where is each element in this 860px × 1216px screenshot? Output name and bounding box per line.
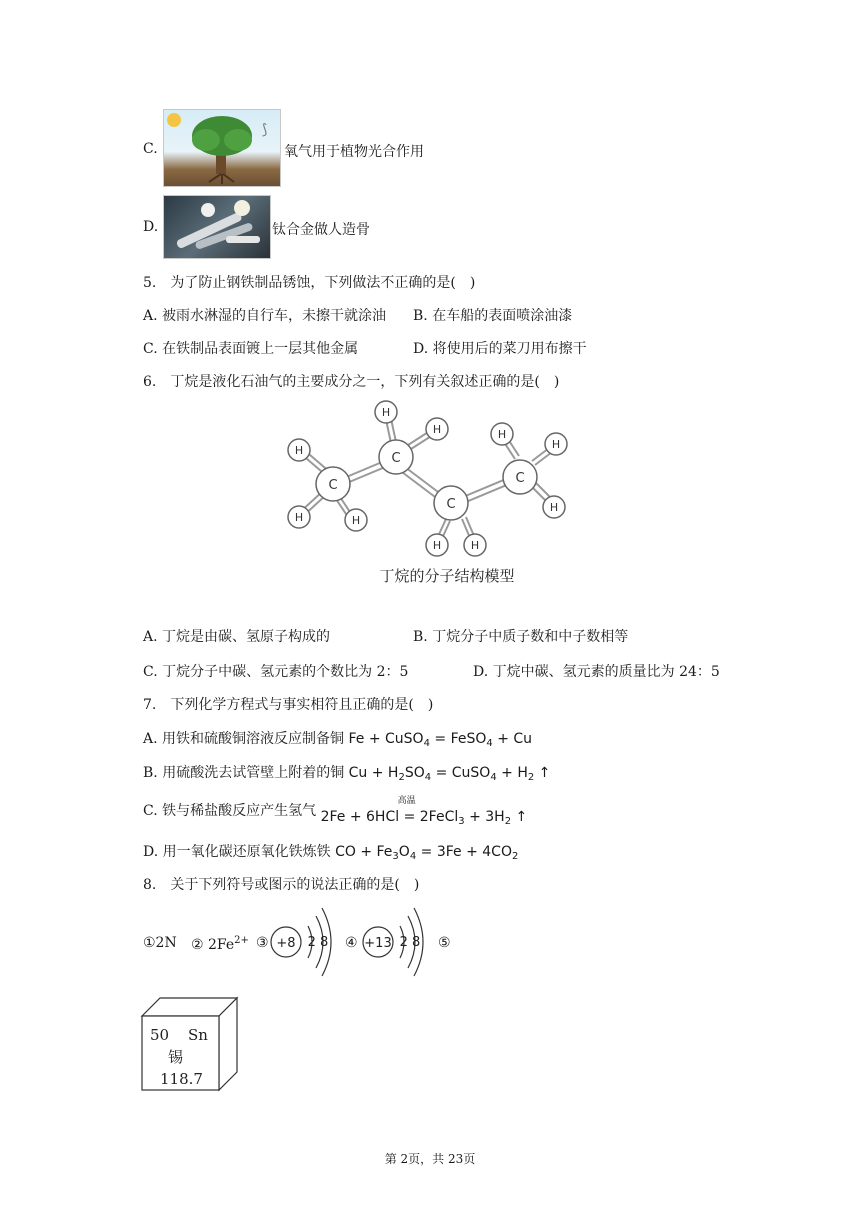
atomic-mass: 118.7 bbox=[160, 1070, 203, 1088]
aluminum-atom-structure-diagram bbox=[360, 904, 432, 980]
page-footer: 第 2页，共 23页 bbox=[384, 1152, 476, 1166]
q4-option-d-label: D. bbox=[143, 219, 159, 235]
q4-option-c-label: C. bbox=[143, 141, 158, 157]
q7-option-d bbox=[143, 841, 518, 862]
q8-item-2-text: ② 2Fe bbox=[191, 937, 235, 953]
atom-c: C bbox=[446, 497, 456, 512]
q8-item-5: ⑤ bbox=[438, 935, 451, 951]
q7-option-a-text: A. 用铁和硫酸铜溶液反应制备铜 bbox=[143, 731, 345, 747]
q6-stem: 6. 丁烷是液化石油气的主要成分之一，下列有关叙述正确的是( ) bbox=[143, 374, 560, 390]
atom-h: H bbox=[549, 501, 559, 514]
atom-h: H bbox=[470, 539, 480, 552]
q4-option-c-text: 氧气用于植物光合作用 bbox=[284, 144, 424, 160]
titanium-bone-image bbox=[163, 195, 271, 259]
q5-stem: 5. 为了防止钢铁制品锈蚀，下列做法不正确的是( ) bbox=[143, 275, 476, 291]
electron-shells: 2 8 bbox=[307, 935, 329, 950]
q8-item-2-charge: 2+ bbox=[234, 935, 249, 946]
atom-c: C bbox=[515, 471, 525, 486]
equation-b: $Cu + H_2SO_4$ = CuSO$_4$ + $H_2$ ↑ bbox=[348, 765, 551, 783]
q7-option-b bbox=[143, 762, 550, 783]
q5-option-c: C. 在铁制品表面镀上一层其他金属 bbox=[143, 341, 359, 357]
q7-option-a bbox=[143, 728, 532, 749]
atom-h: H bbox=[381, 406, 391, 419]
q6-option-b: B. 丁烷分子中质子数和中子数相等 bbox=[413, 629, 629, 645]
atom-c: C bbox=[391, 451, 401, 466]
q6-option-a: A. 丁烷是由碳、氢原子构成的 bbox=[143, 629, 331, 645]
q6-option-d: D. 丁烷中碳、氢元素的质量比为 24：5 bbox=[473, 664, 720, 680]
q8-item-3: ③ bbox=[256, 935, 269, 951]
q7-option-d-text: D. 用一氧化碳还原氧化铁炼铁 bbox=[143, 844, 331, 860]
svg-text:⟆: ⟆ bbox=[262, 122, 268, 138]
equation-c: 2Fe + 6HCl = 高温 2FeCl$_3$ + $3H_2$ ↑ bbox=[321, 809, 528, 825]
q8-item-1: ①2N bbox=[143, 935, 177, 951]
atom-h: H bbox=[551, 438, 561, 451]
q5-option-b: B. 在车船的表面喷涂油漆 bbox=[413, 308, 573, 324]
atom-h: H bbox=[497, 428, 507, 441]
q8-item-2 bbox=[191, 935, 249, 953]
q7-option-b-text: B. 用硫酸洗去试管壁上附着的铜 bbox=[143, 765, 345, 781]
molecule-caption: 丁烷的分子结构模型 bbox=[379, 567, 515, 585]
atom-h: H bbox=[294, 444, 304, 457]
reaction-condition: 高温 bbox=[397, 796, 416, 806]
nucleus-charge: +8 bbox=[276, 936, 296, 951]
equation-d: CO + $Fe_3O_4 = 3Fe + 4CO_2$ bbox=[335, 844, 519, 862]
q7-option-c-text: C. 铁与稀盐酸反应产生氢气 bbox=[143, 803, 317, 819]
element-name: 锡 bbox=[168, 1048, 184, 1066]
q8-item-4: ④ bbox=[345, 935, 358, 951]
q5-option-d: D. 将使用后的菜刀用布擦干 bbox=[413, 341, 587, 357]
q4-option-d-text: 钛合金做人造骨 bbox=[272, 222, 370, 238]
q7-option-c bbox=[143, 796, 528, 827]
tree-photosynthesis-image bbox=[163, 109, 281, 187]
oxygen-atom-structure-diagram bbox=[268, 904, 338, 980]
atomic-number: 50 bbox=[150, 1026, 170, 1044]
equation-a: Fe + CuSO$_4$ = FeSO$_4$ + Cu bbox=[348, 731, 533, 749]
nucleus-charge: +13 bbox=[364, 936, 392, 951]
electron-shells: 2 8 bbox=[399, 935, 421, 950]
atom-c: C bbox=[328, 478, 338, 493]
q6-option-c: C. 丁烷分子中碳、氢元素的个数比为 2：5 bbox=[143, 664, 409, 680]
atom-h: H bbox=[351, 514, 361, 527]
butane-molecule-diagram bbox=[280, 395, 580, 590]
atom-h: H bbox=[432, 423, 442, 436]
element-symbol: Sn bbox=[188, 1026, 208, 1044]
q7-stem: 7. 下列化学方程式与事实相符且正确的是( ) bbox=[143, 697, 434, 713]
q5-option-a: A. 被雨水淋湿的自行车，未擦干就涂油 bbox=[143, 308, 387, 324]
tin-periodic-table-cell bbox=[140, 996, 240, 1094]
q8-stem: 8. 关于下列符号或图示的说法正确的是( ) bbox=[143, 877, 420, 893]
atom-h: H bbox=[432, 539, 442, 552]
atom-h: H bbox=[294, 511, 304, 524]
